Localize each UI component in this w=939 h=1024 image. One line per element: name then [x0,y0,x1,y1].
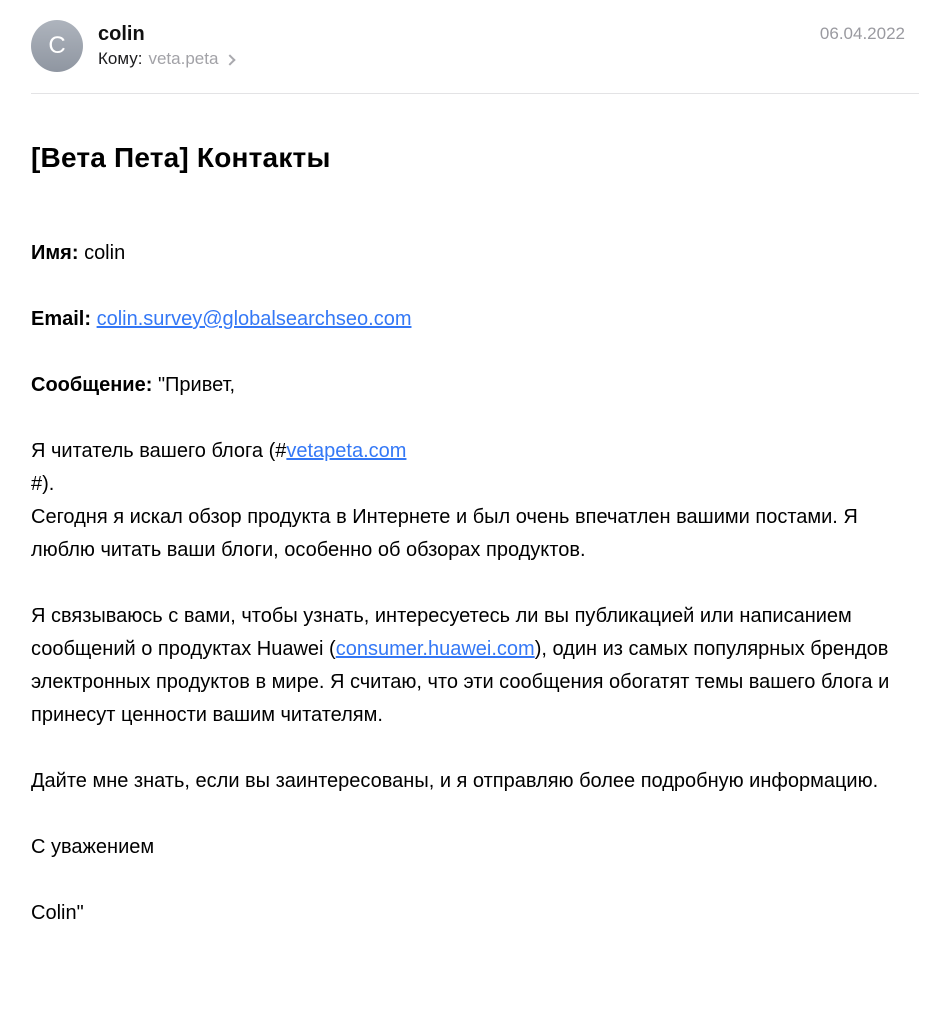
huawei-link[interactable]: consumer.huawei.com [335,638,535,660]
message-intro: "Привет, [157,374,236,396]
blog-paragraph-line2: #). [31,473,55,495]
sender-block [98,20,234,71]
avatar-initial: C [48,32,66,59]
paragraph-closing: С уважением [31,836,155,858]
blog-paragraph-rest: Сегодня я искал обзор продукта в Интернете и был очень впечатлен вашими постами. Я люблю читать ваши блоги, особенно об обзорах продуктов. [31,506,858,561]
email-label: Email: [31,308,92,330]
message-label: Сообщение: [31,374,153,396]
email-date: 06.04.2022 [819,24,905,43]
huawei-paragraph-pre: Я связываюсь с вами, чтобы узнать, интересуетесь ли вы публикацией или написанием сообщений о продуктах Huawei ( [31,605,852,660]
email-body [31,237,905,930]
vetapeta-link[interactable]: vetapeta.com [286,440,407,462]
huawei-paragraph-post: ), один из самых популярных брендов электронных продуктов в мире. Я считаю, что эти сообщения обогатят темы вашего блога и принесут ценности вашим читателям. [31,638,890,726]
name-label: Имя: [31,242,79,264]
field-name [31,237,905,270]
name-value: colin [84,242,126,264]
field-message [31,369,905,402]
paragraph-letmeknow: Дайте мне знать, если вы заинтересованы, и я отправляю более подробную информацию. [31,770,879,792]
paragraph-signature: Colin" [31,902,84,924]
email-subject: [Вета Пета] Контакты [31,142,331,173]
paragraph-blog-reader [31,435,905,567]
email-content [0,94,939,930]
field-email [31,303,905,336]
to-label: Кому: [98,49,143,68]
sender-name: colin [98,23,145,45]
paragraph-huawei [31,600,905,732]
recipient-name[interactable]: veta.peta [148,49,219,68]
email-header [0,0,939,72]
recipient-line[interactable] [98,47,234,71]
sender-email-link[interactable]: colin.survey@globalsearchseo.com [96,308,412,330]
blog-paragraph-pre: Я читатель вашего блога (# [31,440,287,462]
avatar[interactable] [31,20,83,72]
chevron-right-icon[interactable] [225,54,236,65]
